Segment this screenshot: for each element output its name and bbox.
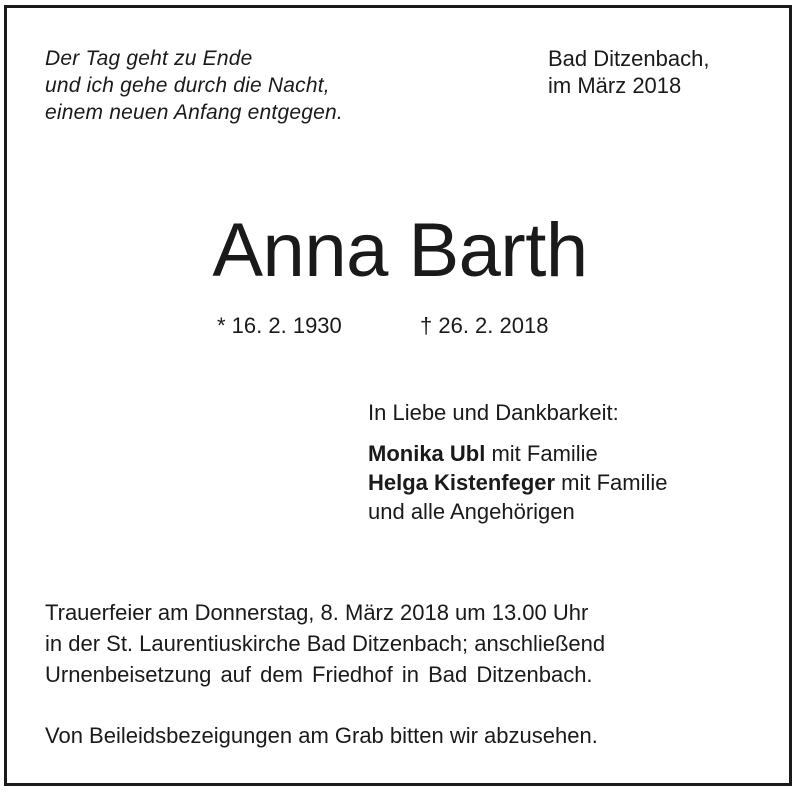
mourners-closing: und alle Angehörigen bbox=[368, 499, 575, 524]
mourner-suffix: mit Familie bbox=[485, 441, 598, 466]
mourner-suffix: mit Familie bbox=[555, 470, 668, 495]
quote-line: und ich gehe durch die Nacht, bbox=[45, 74, 330, 97]
funeral-line: Urnenbeisetzung auf dem Friedhof in Bad Ditzenbach. bbox=[45, 662, 593, 687]
death-date: † 26. 2. 2018 bbox=[420, 313, 549, 338]
quote-line: Der Tag geht zu Ende bbox=[45, 47, 253, 70]
mourner-name: Helga Kistenfeger bbox=[368, 470, 556, 495]
mourners-block bbox=[368, 398, 668, 526]
condolence-note: Von Beileidsbezeigungen am Grab bitten wir abzusehen. bbox=[45, 723, 598, 748]
quote-block bbox=[45, 45, 343, 126]
place-date-block bbox=[548, 45, 709, 99]
funeral-line: Trauerfeier am Donnerstag, 8. März 2018 um 13.00 Uhr bbox=[45, 600, 589, 625]
mourner-entry bbox=[368, 439, 668, 468]
date: im März 2018 bbox=[548, 73, 682, 98]
mourners-intro: In Liebe und Dankbarkeit: bbox=[368, 400, 619, 425]
funeral-line: in der St. Laurentiuskirche Bad Ditzenbach; anschließend bbox=[45, 631, 606, 656]
quote-line: einem neuen Anfang entgegen. bbox=[45, 101, 343, 124]
funeral-info bbox=[45, 597, 605, 690]
mourner-name: Monika Ubl bbox=[368, 441, 486, 466]
deceased-name: Anna Barth bbox=[212, 208, 588, 293]
place: Bad Ditzenbach, bbox=[548, 46, 710, 71]
birth-date: * 16. 2. 1930 bbox=[217, 313, 342, 338]
mourner-entry bbox=[368, 468, 668, 497]
